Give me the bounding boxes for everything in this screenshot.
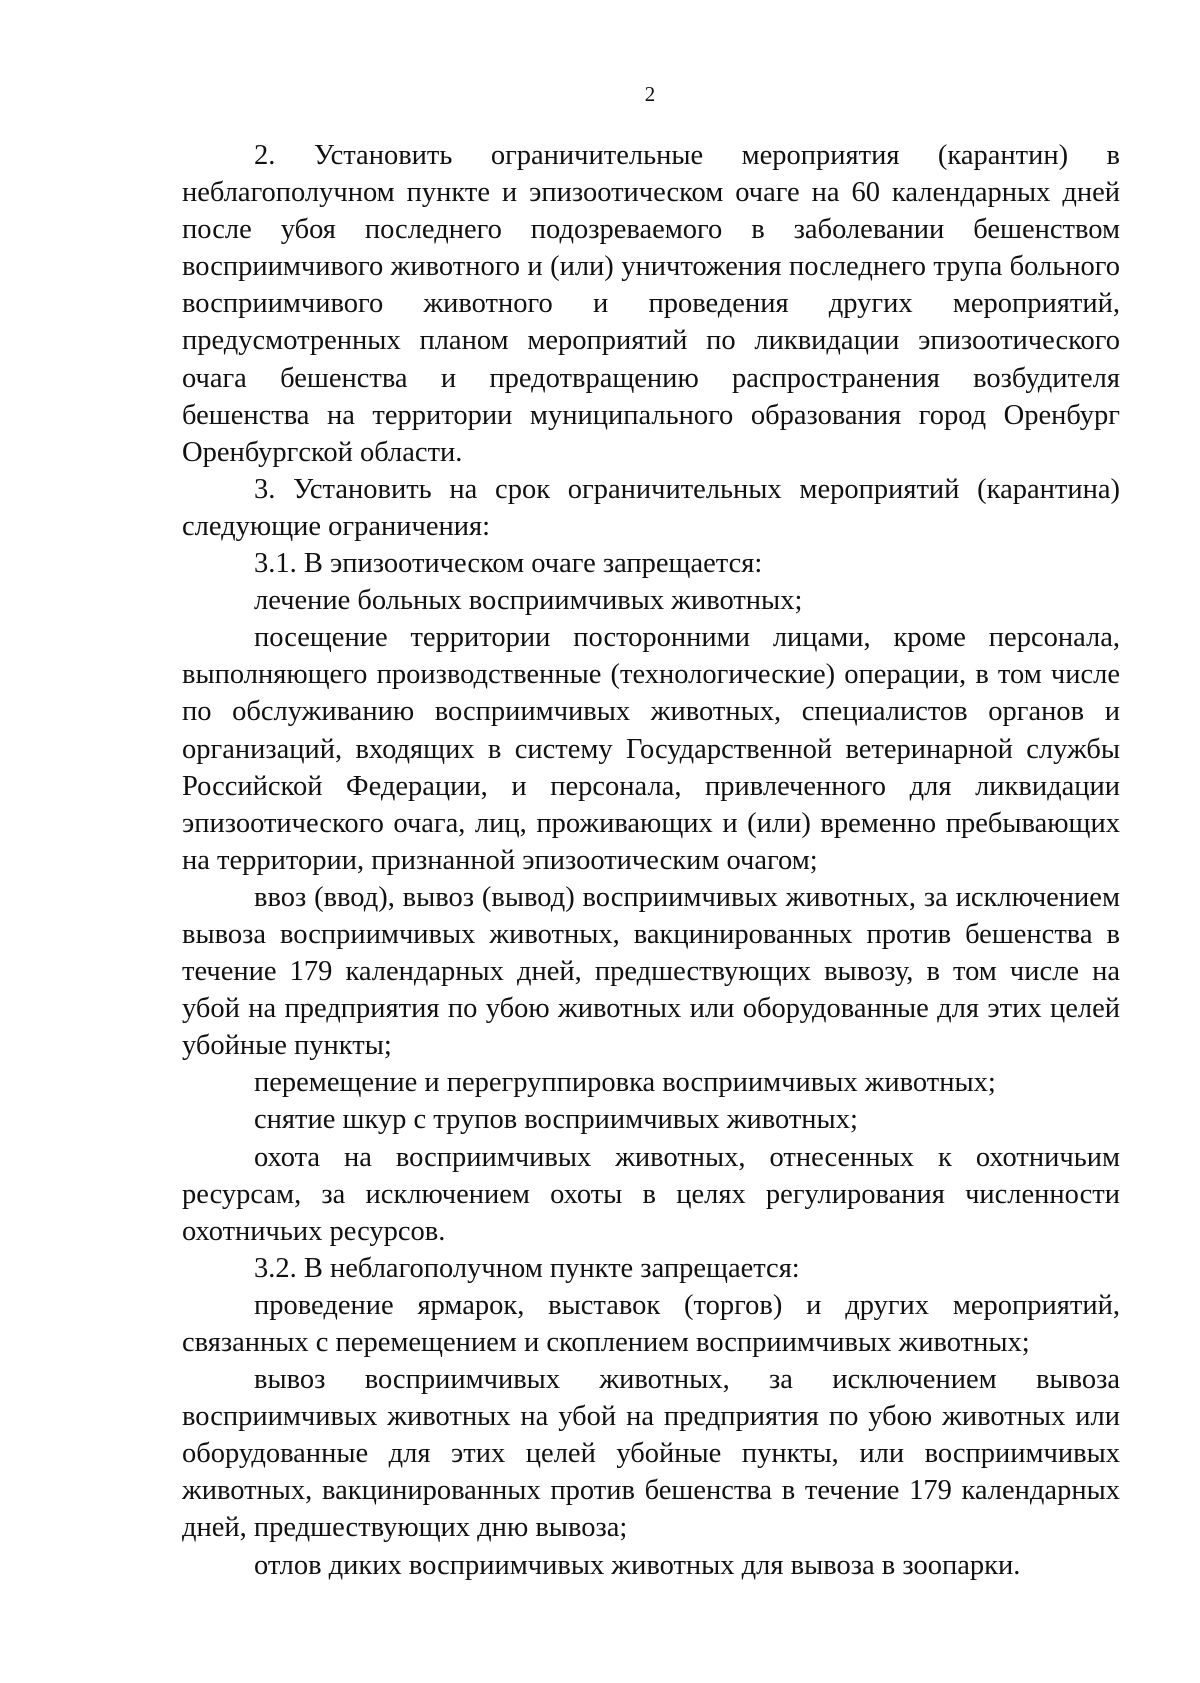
paragraph-fairs-ban: проведение ярмарок, выставок (торгов) и других мероприятий, связанных с перемещением и скоплением восприимчивых животных; xyxy=(182,1289,1120,1358)
paragraph-epizootic-focus-heading: 3.1. В эпизоотическом очаге запрещается: xyxy=(254,548,763,580)
paragraph-hunting-ban: охота на восприимчивых животных, отнесенных к охотничьим ресурсам, за исключением охоты в целях регулирования численности охотничьих ресурсов. xyxy=(182,1141,1120,1247)
paragraph-movement-ban: перемещение и перегруппировка восприимчивых животных; xyxy=(254,1067,996,1099)
document-body xyxy=(182,137,1120,1584)
paragraph-restrictions-intro: 3. Установить на срок ограничительных мероприятий (карантина) следующие ограничения: xyxy=(182,473,1120,542)
page-number: 2 xyxy=(644,82,656,106)
paragraph-visiting-ban: посещение территории посторонними лицами, кроме персонала, выполняющего производственные (технологические) операции, в том числе по обслуживанию восприимчивых животных, специалистов органов и организаций, входящих в систему Государственной ветеринарной службы Российской Федерации, и персонала, привлеченного для ликвидации эпизоотического очага, лиц, проживающих и (или) временно пребывающих на территории, признанной эпизоотическим очагом; xyxy=(182,622,1120,876)
paragraph-import-export-ban: ввоз (ввод), вывоз (вывод) восприимчивых животных, за исключением вывоза восприимчивых животных, вакцинированных против бешенства в течение 179 календарных дней, предшествующих вывозу, в том числе на убой на предприятия по убою животных или оборудованные для этих целей убойные пункты; xyxy=(182,881,1120,1062)
paragraph-capture-ban: отлов диких восприимчивых животных для вывоза в зоопарки. xyxy=(254,1549,1021,1581)
paragraph-skinning-ban: снятие шкур с трупов восприимчивых животных; xyxy=(254,1104,858,1136)
paragraph-export-ban: вывоз восприимчивых животных, за исключением вывоза восприимчивых животных на убой на предприятия по убою животных или оборудованные для этих целей убойные пункты, или восприимчивых животных, вакцинированных против бешенства в течение 179 календарных дней, предшествующих дню вывоза; xyxy=(182,1364,1120,1544)
paragraph-treatment-ban: лечение больных восприимчивых животных; xyxy=(254,585,803,617)
paragraph-quarantine-establish: 2. Установить ограничительные мероприятия (карантин) в неблагополучном пункте и эпизоотическом очаге на 60 календарных дней после убоя последнего подозреваемого в заболевании бешенством восприимчивого животного и (или) уничтожения последнего трупа больного восприимчивого животного и проведения других мероприятий, предусмотренных планом мероприятий по ликвидации эпизоотического очага бешенства и предотвращению распространения возбудителя бешенства на территории муниципального образования город Оренбург Оренбургской области. xyxy=(182,140,1120,468)
paragraph-unfavorable-point-heading: 3.2. В неблагополучном пункте запрещается: xyxy=(254,1252,800,1284)
